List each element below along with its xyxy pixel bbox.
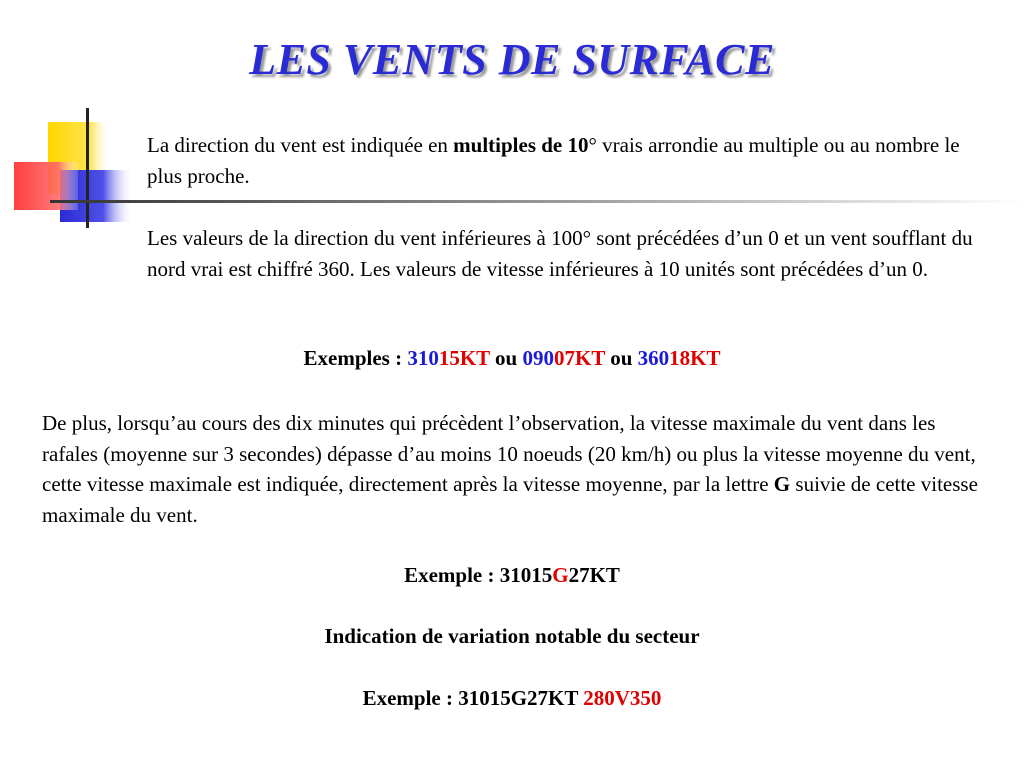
example3-speed: 18KT <box>669 346 721 370</box>
example-gust-letter: G <box>552 563 569 587</box>
example2-speed: 07KT <box>553 346 605 370</box>
example2-direction: 090 <box>522 346 554 370</box>
example1-direction: 310 <box>407 346 439 370</box>
variation-heading: Indication de variation notable du secteur <box>324 624 700 648</box>
para3-text-before: De plus, lorsqu’au cours des dix minutes qui précèdent l’observation, la vitesse maximale du vent dans les rafales (moyenne sur 3 secondes) dépasse d’au moins 10 noeuds (20 km/h) ou plus la vitesse moyenne du vent, cette vitesse maximale est indiquée, directement après la vitesse moyenne, par la lettre <box>42 411 976 496</box>
examples-label: Exemples : <box>303 346 408 370</box>
example-variation-value: 280V350 <box>583 686 662 710</box>
example-gust-prefix: Exemple : 31015 <box>404 563 553 587</box>
paragraph-direction-multiples <box>147 130 987 191</box>
example3-direction: 360 <box>637 346 670 370</box>
para3-text-after: suivie de cette vitesse maximale du vent. <box>42 472 978 527</box>
example-gust-line <box>0 563 1024 588</box>
examples-separator-2: ou <box>604 346 638 370</box>
example-variation-line <box>0 686 1024 711</box>
example-variation-prefix: Exemple : 31015G27KT <box>362 686 584 710</box>
example1-speed: 15KT <box>438 346 490 370</box>
examples-separator-1: ou <box>489 346 523 370</box>
para1-text-before: La direction du vent est indiquée en <box>147 133 454 157</box>
slide-title: LES VENTS DE SURFACE <box>249 35 775 84</box>
examples-line <box>0 346 1024 371</box>
example-gust-suffix: 27KT <box>568 563 620 587</box>
paragraph-direction-values: Les valeurs de la direction du vent inférieures à 100° sont précédées d’un 0 et un vent soufflant du nord vrai est chiffré 360. Les valeurs de vitesse inférieures à 10 unités sont précédées d’un 0. <box>147 226 973 281</box>
paragraph-gust <box>42 408 987 530</box>
para1-bold-text: multiples de 10 <box>453 133 589 157</box>
para3-bold-letter: G <box>773 472 791 496</box>
para1-text-after: ° vrais arrondie au multiple ou au nombre le plus proche. <box>147 133 960 188</box>
